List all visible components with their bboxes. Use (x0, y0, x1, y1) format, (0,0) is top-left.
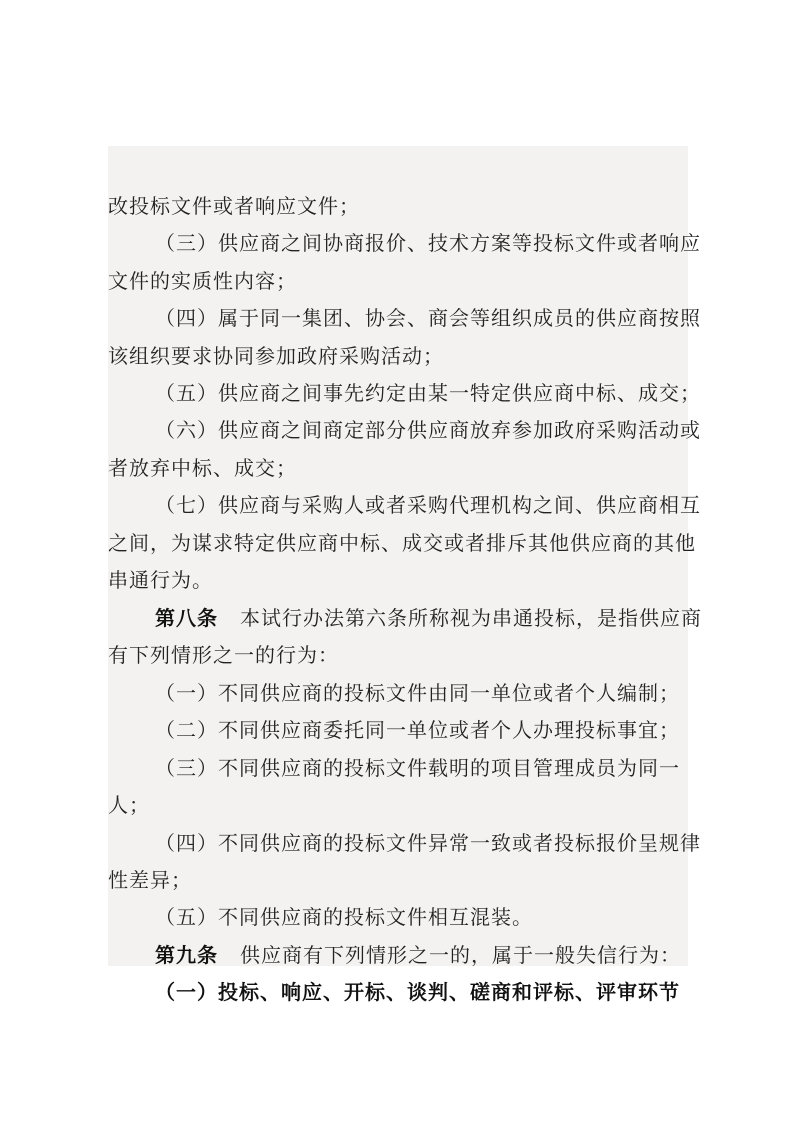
clause-3: （三）供应商之间协商报价、技术方案等投标文件或者响应 (155, 231, 701, 255)
text-line: 文件的实质性内容； (108, 269, 297, 293)
article-8-clause-4: （四）不同供应商的投标文件异常一致或者投标报价呈规律 (155, 831, 701, 855)
article-9-clause-1: （一）投标、响应、开标、谈判、磋商和评标、评审环节 (155, 980, 680, 1004)
article-9-text: 供应商有下列情形之一的，属于一般失信行为： (240, 943, 681, 967)
text-line: 该组织要求协同参加政府采购活动； (108, 344, 444, 368)
article-8-clause-3: （三）不同供应商的投标文件载明的项目管理成员为同一 (155, 756, 680, 780)
text-line: 性差异； (108, 868, 192, 892)
article-9-heading: 第九条 (155, 943, 218, 967)
article-8 (155, 605, 702, 631)
article-9 (155, 942, 681, 968)
article-8-clause-5: （五）不同供应商的投标文件相互混装。 (155, 905, 533, 929)
clause-5: （五）供应商之间事先约定由某一特定供应商中标、成交； (155, 381, 701, 405)
text-line: 人； (108, 793, 150, 817)
text-line: 之间，为谋求特定供应商中标、成交或者排斥其他供应商的其他 (108, 531, 696, 555)
text-line: 串通行为。 (108, 568, 213, 592)
clause-7: （七）供应商与采购人或者采购代理机构之间、供应商相互 (155, 493, 701, 517)
document-page (108, 146, 702, 967)
clause-4: （四）属于同一集团、协会、商会等组织成员的供应商按照 (155, 306, 701, 330)
article-8-clause-1: （一）不同供应商的投标文件由同一单位或者个人编制； (155, 681, 680, 705)
text-line: 者放弃中标、成交； (108, 456, 297, 480)
article-8-clause-2: （二）不同供应商委托同一单位或者个人办理投标事宜； (155, 718, 680, 742)
text-line: 有下列情形之一的行为： (108, 643, 339, 667)
text-line: 改投标文件或者响应文件； (108, 194, 360, 218)
article-8-text: 本试行办法第六条所称视为串通投标，是指供应商 (240, 606, 702, 630)
article-8-heading: 第八条 (155, 606, 218, 630)
clause-6: （六）供应商之间商定部分供应商放弃参加政府采购活动或 (155, 418, 701, 442)
